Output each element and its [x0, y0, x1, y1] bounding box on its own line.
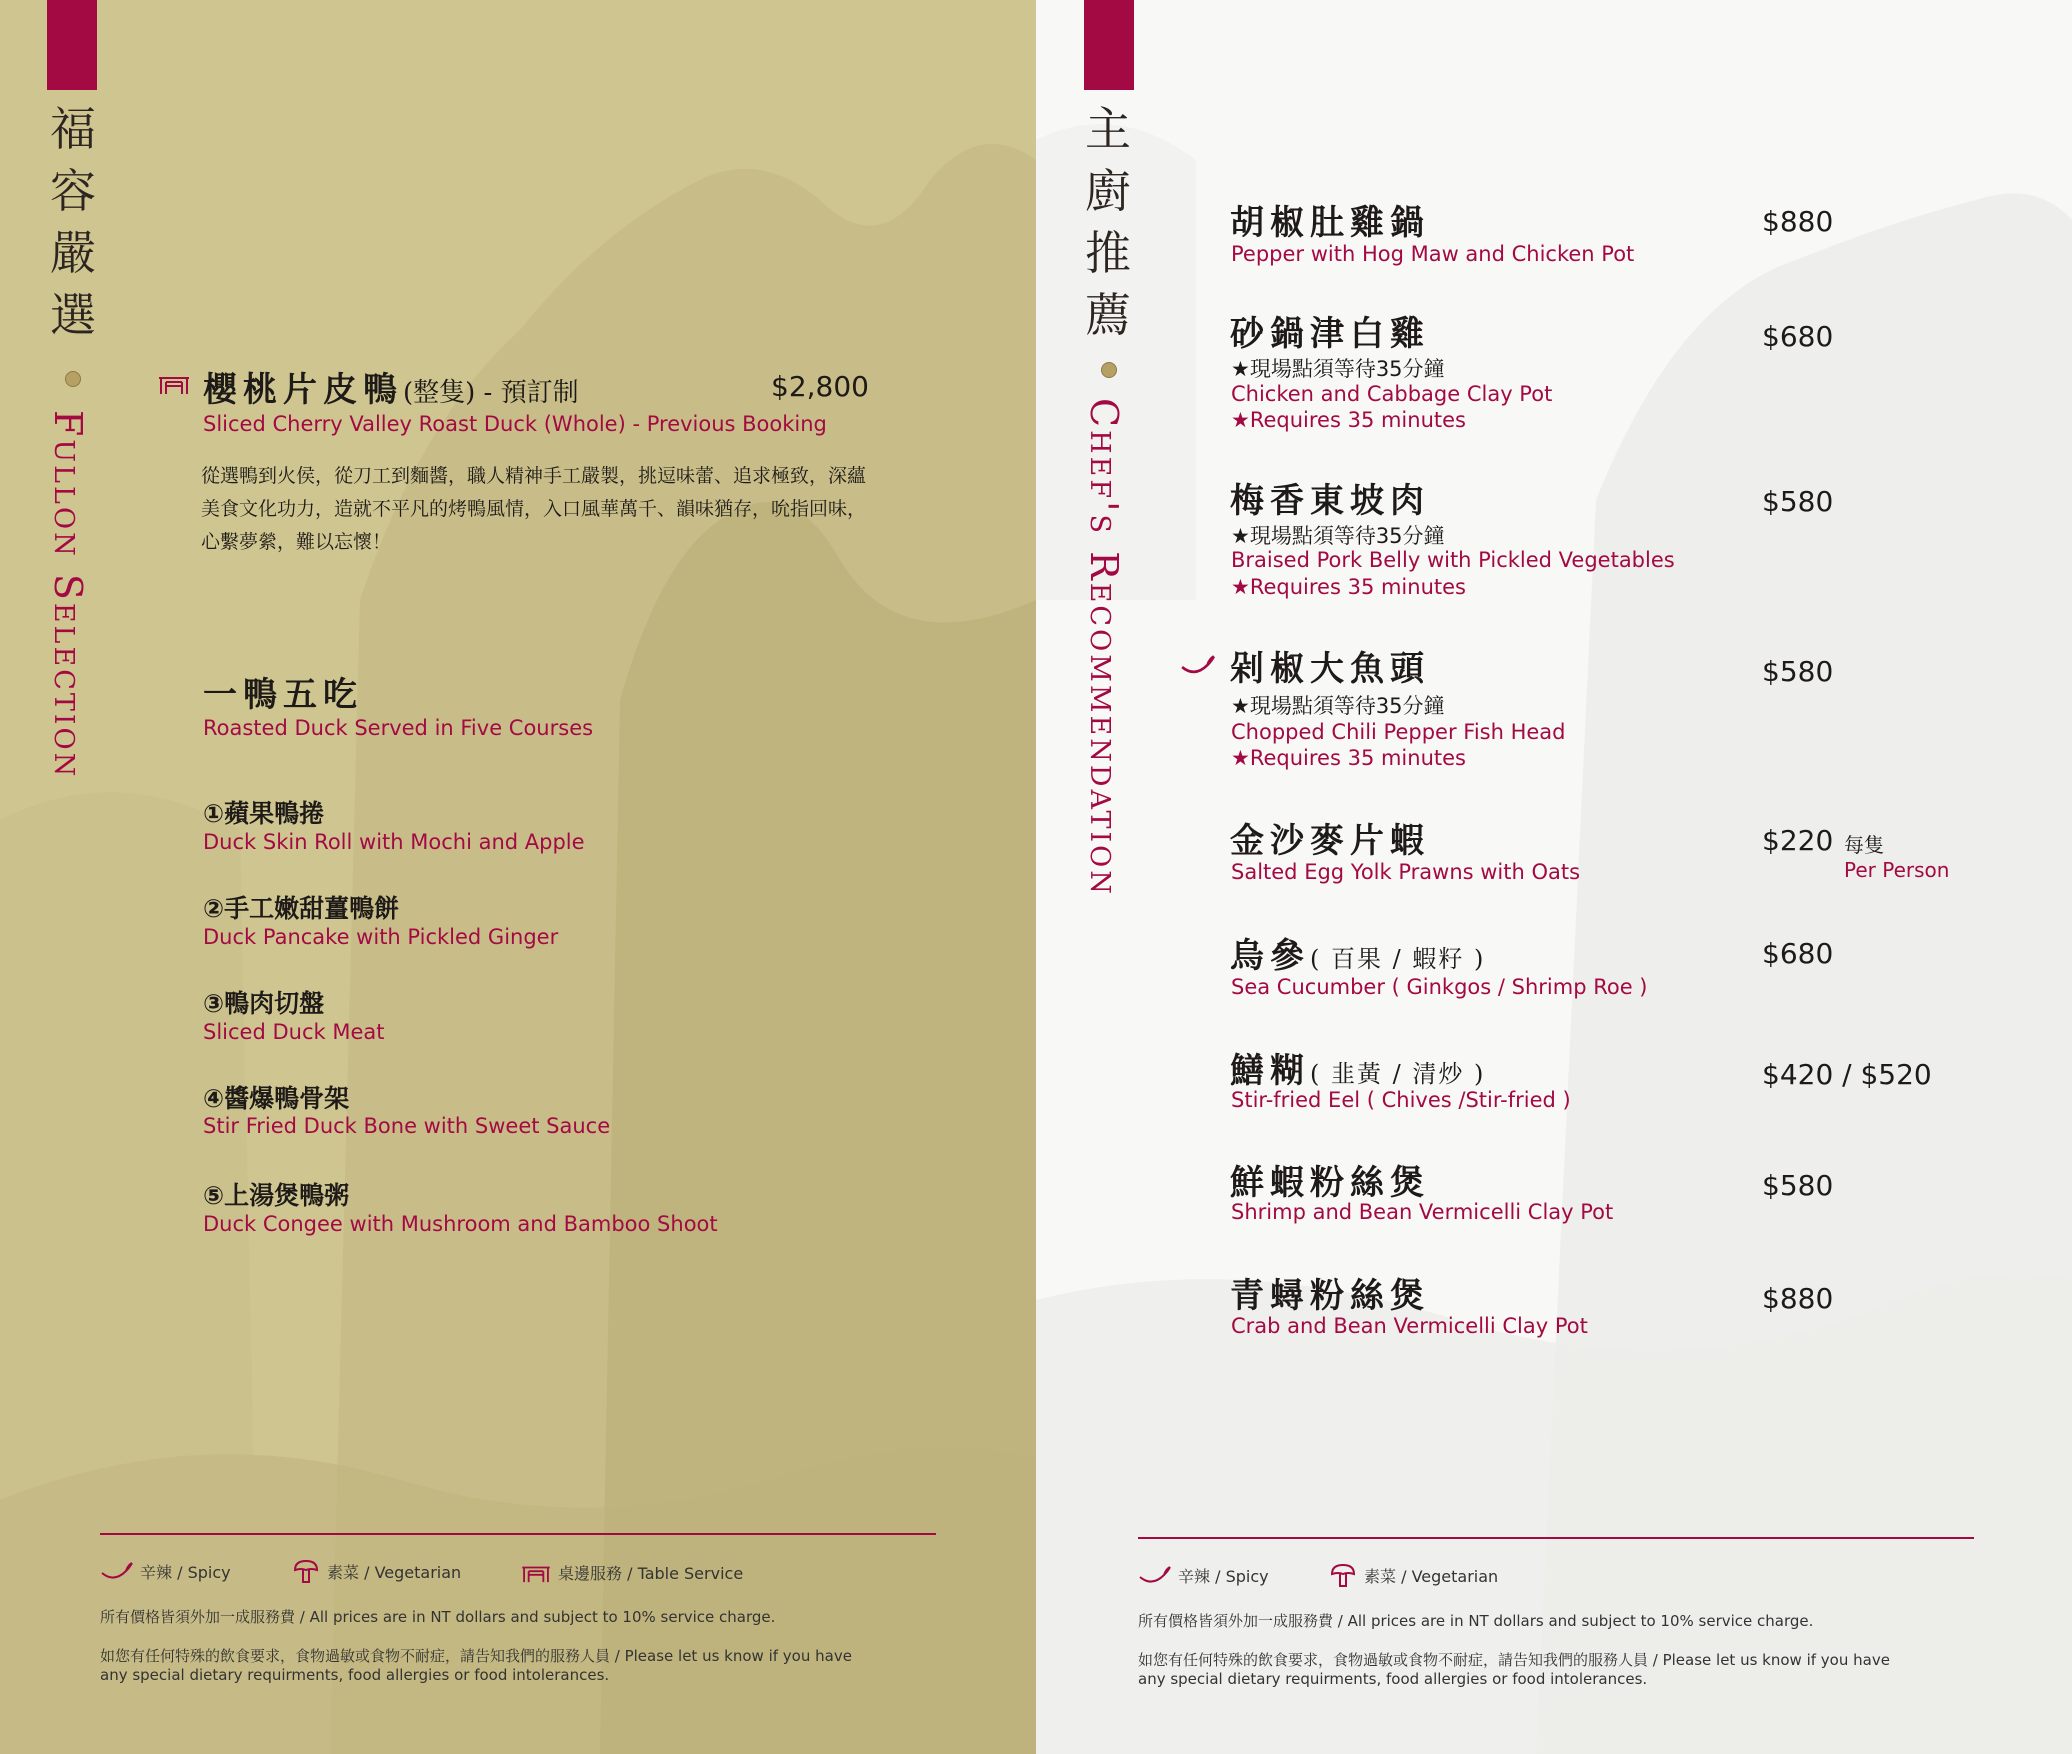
dish-price: $420 / $520	[1762, 1058, 1932, 1091]
dish-name-en: Stir-fried Eel ( Chives /Stir-fried )	[1231, 1088, 1571, 1112]
course-item-en: Duck Skin Roll with Mochi and Apple	[203, 830, 585, 854]
dish-unit-zh: 每隻	[1844, 833, 1884, 857]
dish-name-en: Braised Pork Belly with Pickled Vegetables	[1231, 548, 1675, 572]
feature-dish-price: $2,800	[771, 370, 869, 403]
right-menu-page	[1036, 0, 2072, 1754]
course-item-zh: ④醬爆鴨骨架	[203, 1084, 350, 1113]
title-tab	[1084, 0, 1134, 90]
section-title-en: Fullon Selection	[46, 410, 90, 780]
dish-option-note: ( 韭黃 / 清炒 )	[1310, 1060, 1486, 1088]
dish-name-zh: 梅香東坡肉	[1230, 481, 1430, 521]
allergy-note-line1: 如您有任何特殊的飲食要求，食物過敏或食物不耐症，請告知我們的服務人員 / Please let us know if you have	[1138, 1651, 1890, 1669]
legend-spicy-label: 辛辣 / Spicy	[1178, 1567, 1269, 1586]
dish-name-en: Shrimp and Bean Vermicelli Clay Pot	[1231, 1200, 1614, 1224]
title-dot	[65, 371, 81, 387]
dish-price: $580	[1762, 1169, 1834, 1202]
dish-unit-en: Per Person	[1844, 858, 1950, 882]
dish-name-en: Sea Cucumber ( Ginkgos / Shrimp Roe )	[1231, 975, 1648, 999]
legend-vegetarian	[1328, 1562, 1498, 1588]
dish-price: $580	[1762, 485, 1834, 518]
legend-vegetarian-label: 素菜 / Vegetarian	[327, 1562, 462, 1582]
legend-spicy	[1138, 1564, 1269, 1587]
allergy-note-line2: any special dietary requirments, food allergies or food intolerances.	[1138, 1670, 1648, 1688]
dish-name-zh: 胡椒肚雞鍋	[1230, 203, 1430, 243]
course-item-zh: ①蘋果鴨捲	[203, 799, 325, 828]
feature-dish-name-zh: 櫻桃片皮鴨	[203, 370, 403, 410]
title-dot	[1101, 362, 1117, 378]
course-item-en: Stir Fried Duck Bone with Sweet Sauce	[203, 1114, 611, 1138]
vegetable-icon	[291, 1558, 321, 1584]
dish-name-zh: 鮮蝦粉絲煲	[1230, 1163, 1430, 1203]
dish-name-zh: 鱔糊	[1230, 1051, 1310, 1091]
legend-table-service	[520, 1561, 743, 1584]
section-title-zh: 福容嚴選	[50, 102, 96, 342]
dish-wait-en: ★Requires 35 minutes	[1231, 408, 1466, 432]
service-charge-note: 所有價格皆須外加一成服務費 / All prices are in NT dollars and subject to 10% service charge.	[100, 1608, 776, 1626]
course-name-en: Roasted Duck Served in Five Courses	[203, 716, 594, 740]
dish-price: $220	[1762, 824, 1834, 857]
dish-wait-zh: ★現場點須等待35分鐘	[1231, 524, 1445, 548]
dish-wait-zh: ★現場點須等待35分鐘	[1231, 357, 1445, 381]
feature-dish-note: (整隻) - 預訂制	[403, 378, 579, 408]
section-title-en: Chef's Recommendation	[1082, 398, 1126, 897]
table-service-icon	[157, 372, 191, 396]
dish-name	[1230, 1043, 1485, 1092]
vegetable-icon	[1328, 1562, 1358, 1588]
feature-dish-name-en: Sliced Cherry Valley Roast Duck (Whole) - Previous Booking	[203, 412, 827, 436]
course-item-zh: ②手工嫩甜薑鴨餅	[203, 894, 400, 923]
dish-name-en: Salted Egg Yolk Prawns with Oats	[1231, 860, 1581, 884]
dish-option-note: ( 百果 / 蝦籽 )	[1310, 945, 1486, 973]
dish-name-en: Chopped Chili Pepper Fish Head	[1231, 720, 1566, 744]
legend-vegetarian-label: 素菜 / Vegetarian	[1364, 1566, 1499, 1586]
service-charge-note: 所有價格皆須外加一成服務費 / All prices are in NT dollars and subject to 10% service charge.	[1138, 1612, 1814, 1630]
chili-icon	[1180, 654, 1216, 678]
dish-name	[1230, 928, 1485, 977]
dish-wait-zh: ★現場點須等待35分鐘	[1231, 694, 1445, 718]
legend-spicy-label: 辛辣 / Spicy	[140, 1563, 231, 1582]
dish-wait-en: ★Requires 35 minutes	[1231, 575, 1466, 599]
course-item-zh: ⑤上湯煲鴨粥	[203, 1181, 350, 1210]
chili-icon	[1138, 1565, 1172, 1587]
title-tab	[47, 0, 97, 90]
table-service-icon	[520, 1562, 552, 1584]
course-item-zh: ③鴨肉切盤	[203, 989, 325, 1018]
chili-icon	[100, 1561, 134, 1583]
dish-name-zh: 金沙麥片蝦	[1230, 821, 1430, 861]
dish-price: $680	[1762, 320, 1834, 353]
dish-name-en: Chicken and Cabbage Clay Pot	[1231, 382, 1553, 406]
dish-price: $580	[1762, 655, 1834, 688]
course-item-en: Duck Pancake with Pickled Ginger	[203, 925, 559, 949]
dish-name-zh: 青蟳粉絲煲	[1230, 1276, 1430, 1316]
section-title-zh: 主廚推薦	[1085, 102, 1131, 342]
dish-name-en: Crab and Bean Vermicelli Clay Pot	[1231, 1314, 1588, 1338]
allergy-note-line2: any special dietary requirments, food allergies or food intolerances.	[100, 1666, 610, 1684]
legend-vegetarian	[291, 1558, 461, 1584]
legend-spicy	[100, 1560, 231, 1583]
feature-dish-description: 從選鴨到火侯，從刀工到麵醬，職人精神手工嚴製，挑逗味蕾、追求極致，深蘊美食文化功力，造就不平凡的烤鴨風情，入口風華萬千、韻味猶存，吮指回味，心繫夢縈，難以忘懷！	[201, 465, 867, 553]
dish-price: $880	[1762, 205, 1834, 238]
dish-wait-en: ★Requires 35 minutes	[1231, 746, 1466, 770]
dish-price: $680	[1762, 937, 1834, 970]
dish-name-zh: 砂鍋津白雞	[1230, 314, 1430, 354]
course-name-zh: 一鴨五吃	[203, 675, 363, 715]
footer-divider	[1138, 1537, 1974, 1539]
dish-name-zh: 剁椒大魚頭	[1230, 649, 1430, 689]
allergy-note-line1: 如您有任何特殊的飲食要求，食物過敏或食物不耐症，請告知我們的服務人員 / Please let us know if you have	[100, 1647, 852, 1665]
footer-divider	[100, 1533, 936, 1535]
legend-table-service-label: 桌邊服務 / Table Service	[558, 1564, 744, 1583]
dish-name-zh: 烏參	[1230, 936, 1310, 976]
course-item-en: Duck Congee with Mushroom and Bamboo Shoot	[203, 1212, 718, 1236]
dish-price: $880	[1762, 1282, 1834, 1315]
dish-name-en: Pepper with Hog Maw and Chicken Pot	[1231, 242, 1635, 266]
course-item-en: Sliced Duck Meat	[203, 1020, 385, 1044]
feature-dish-name	[203, 362, 579, 411]
